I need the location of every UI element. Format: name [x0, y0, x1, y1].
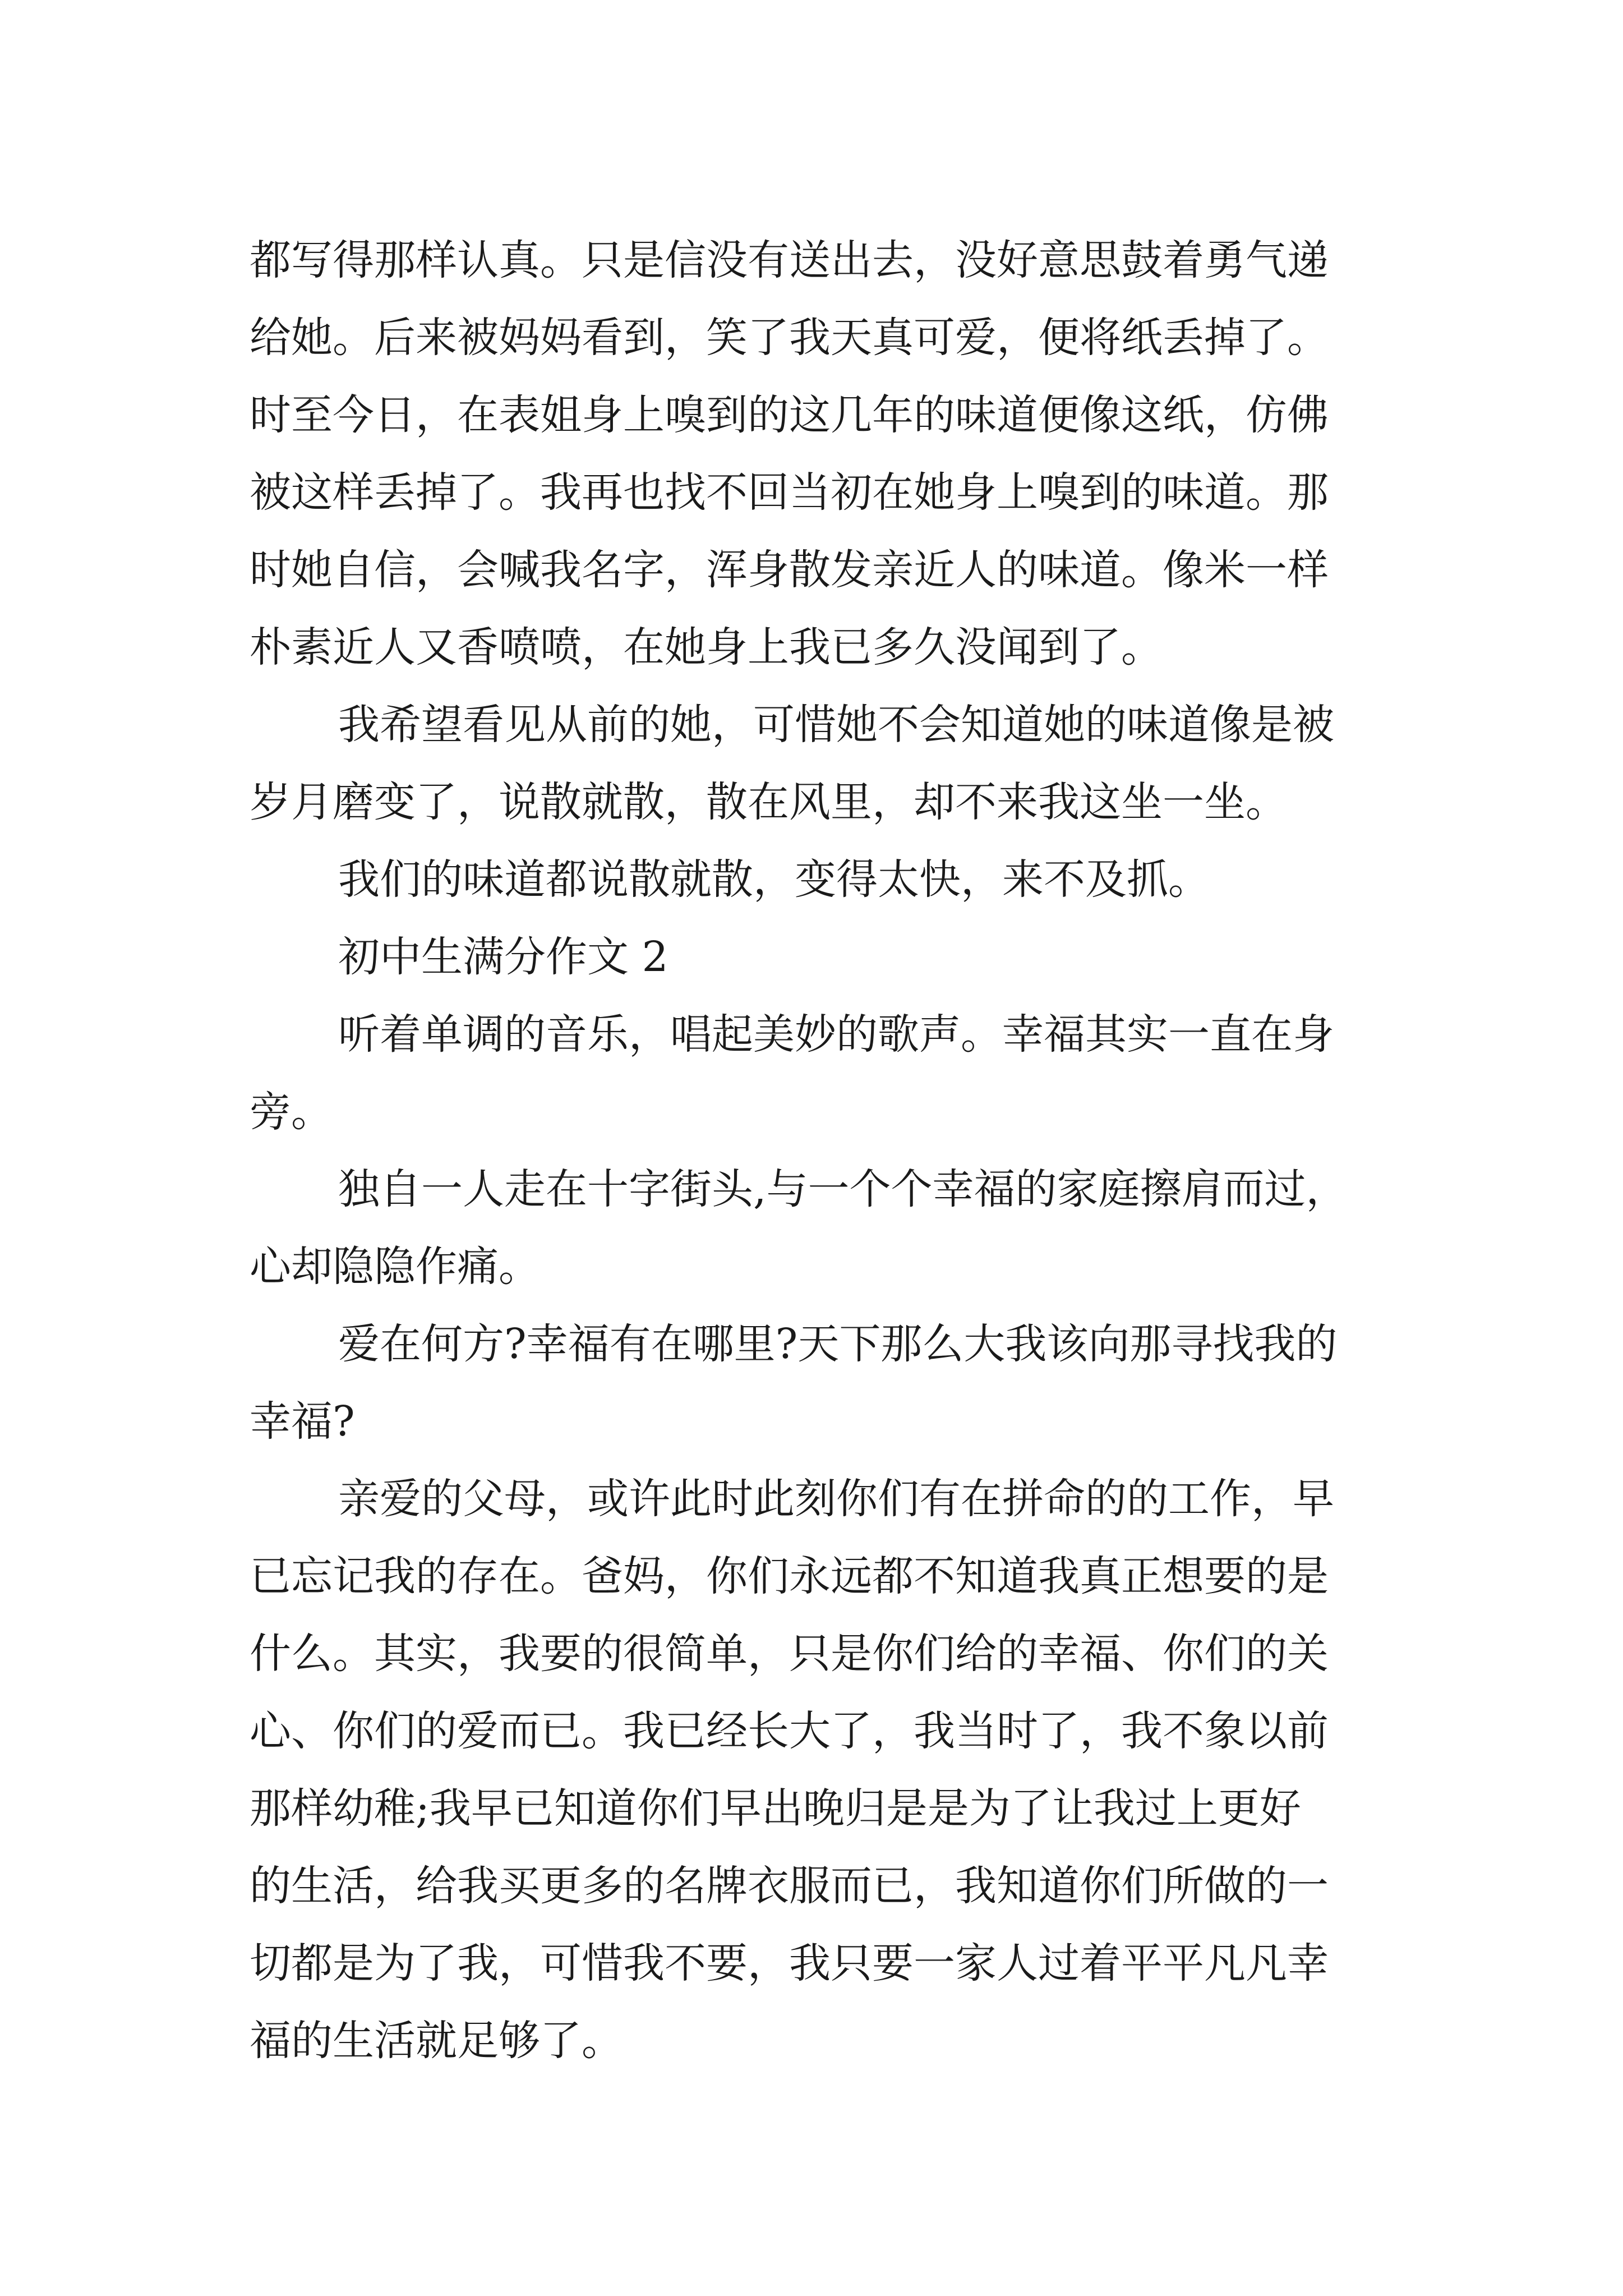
paragraph-start-line: 亲爱的父母，或许此时此刻你们有在拼命的的工作，早 — [338, 1475, 1334, 1523]
paragraph-start-line: 独自一人走在十字街头,与一个个幸福的家庭擦肩而过， — [338, 1165, 1348, 1213]
text-line: 岁月磨变了，说散就散，散在风里，却不来我这坐一坐。 — [250, 778, 1287, 826]
paragraph-start-line: 听着单调的音乐，唱起美妙的歌声。幸福其实一直在身 — [338, 1010, 1334, 1059]
text-line: 给她。后来被妈妈看到，笑了我天真可爱，便将纸丢掉了。 — [250, 314, 1329, 362]
text-line: 那样幼稚;我早已知道你们早出晚归是是为了让我过上更好 — [250, 1784, 1301, 1833]
text-line: 什么。其实，我要的很简单，只是你们给的幸福、你们的关 — [250, 1630, 1329, 1678]
paragraph-start-line: 我们的味道都说散就散，变得太快，来不及抓。 — [338, 855, 1210, 904]
text-line: 时她自信，会喊我名字，浑身散发亲近人的味道。像米一样 — [250, 546, 1329, 594]
text-line: 福的生活就足够了。 — [250, 2017, 623, 2065]
text-line: 朴素近人又香喷喷，在她身上我已多久没闻到了。 — [250, 623, 1163, 671]
section-heading: 初中生满分作文 2 — [338, 933, 668, 981]
paragraph-start-line: 我希望看见从前的她，可惜她不会知道她的味道像是被 — [338, 701, 1334, 749]
text-line: 心、你们的爱而已。我已经长大了，我当时了，我不象以前 — [250, 1707, 1329, 1755]
text-line: 时至今日，在表姐身上嗅到的这几年的味道便像这纸，仿佛 — [250, 391, 1329, 439]
document-body — [250, 222, 1382, 2079]
text-line: 切都是为了我，可惜我不要，我只要一家人过着平平凡凡幸 — [250, 1939, 1329, 1987]
text-line: 旁。 — [250, 1088, 333, 1136]
text-line: 幸福? — [250, 1397, 355, 1446]
text-line: 的生活，给我买更多的名牌衣服而已，我知道你们所做的一 — [250, 1862, 1329, 1910]
paragraph-start-line: 爱在何方?幸福有在哪里?天下那么大我该向那寻找我的 — [338, 1320, 1338, 1368]
text-line: 被这样丢掉了。我再也找不回当初在她身上嗅到的味道。那 — [250, 468, 1329, 517]
text-line: 都写得那样认真。只是信没有送出去，没好意思鼓着勇气递 — [250, 236, 1329, 284]
text-line: 已忘记我的存在。爸妈，你们永远都不知道我真正想要的是 — [250, 1552, 1329, 1600]
text-line: 心却隐隐作痛。 — [250, 1243, 540, 1291]
